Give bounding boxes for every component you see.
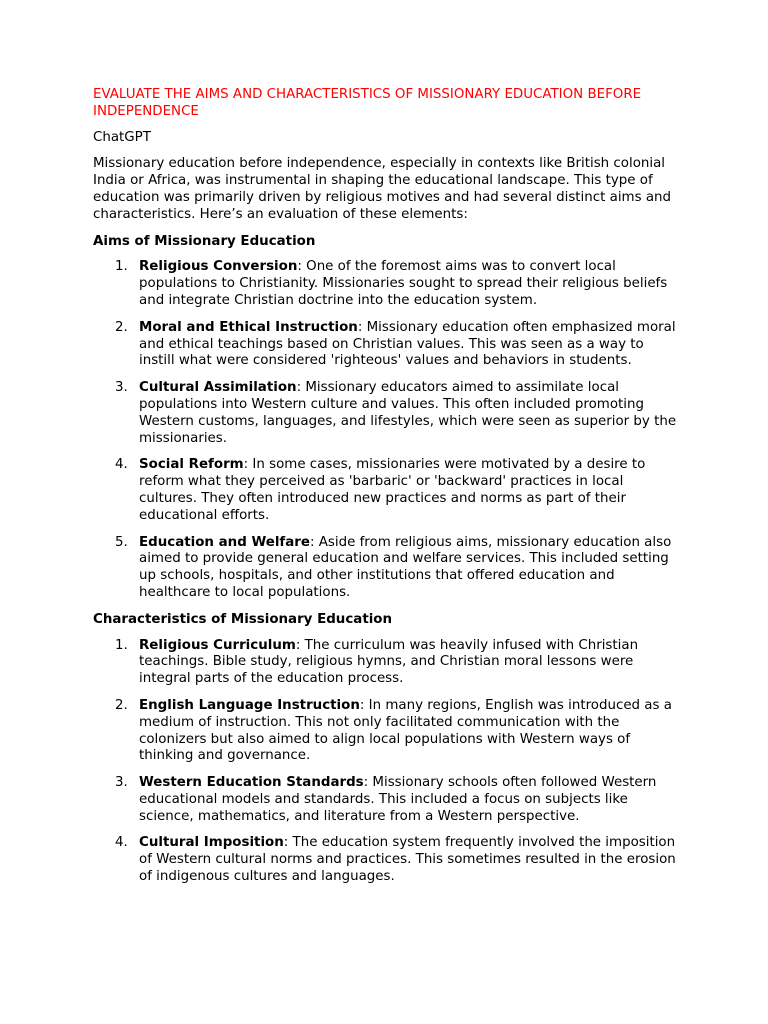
author-label: ChatGPT	[93, 129, 151, 145]
item-text: : Aside from religious aims, missionary education also aimed to provide general education and welfare services. This included setting up schools, hospitals, and other institutions that offered education and healthcare to local populations.	[139, 534, 672, 600]
list-item	[93, 535, 683, 602]
list-item	[93, 835, 683, 885]
list-item	[93, 698, 683, 765]
item-number: 4.	[115, 835, 128, 851]
item-number: 1.	[115, 637, 128, 653]
item-term: Cultural Imposition	[139, 835, 284, 851]
item-number: 2.	[115, 319, 128, 335]
item-text: : Missionary education often emphasized moral and ethical teachings based on Christian values. This was seen as a way to instill what were considered 'righteous' values and behaviors in students.	[139, 319, 676, 369]
characteristics-heading: Characteristics of Missionary Education	[93, 611, 393, 627]
list-item	[93, 380, 683, 447]
item-term: Western Education Standards	[139, 775, 364, 791]
item-text: : Missionary educators aimed to assimilate local populations into Western culture and values. This often included promoting Western customs, languages, and lifestyles, which were seen as superior by the missionaries.	[139, 380, 677, 446]
item-term: Religious Conversion	[139, 259, 298, 275]
item-number: 2.	[115, 697, 128, 713]
item-term: Religious Curriculum	[139, 637, 296, 653]
item-text: : One of the foremost aims was to convert local populations to Christianity. Missionaries sought to spread their religious beliefs and integrate Christian doctrine into the education system.	[139, 259, 668, 308]
item-term: Education and Welfare	[139, 534, 310, 550]
list-item	[93, 320, 683, 370]
item-text: : Missionary schools often followed Western educational models and standards. This included a focus on subjects like science, mathematics, and literature from a Western perspective.	[139, 775, 657, 824]
item-term: English Language Instruction	[139, 697, 360, 713]
item-term: Cultural Assimilation	[139, 380, 297, 396]
item-number: 1.	[115, 259, 128, 275]
document-page	[93, 87, 683, 896]
item-text: : In some cases, missionaries were motivated by a desire to reform what they perceived as 'barbaric' or 'backward' practices in local cultures. They often introduced new practices and norms as part of their educational efforts.	[139, 457, 646, 523]
item-text: : The education system frequently involved the imposition of Western cultural norms and practices. This sometimes resulted in the erosion of indigenous cultures and languages.	[139, 835, 676, 885]
list-item	[93, 775, 683, 825]
item-number: 4.	[115, 457, 128, 473]
item-number: 5.	[115, 534, 128, 550]
list-item	[93, 259, 683, 309]
item-text: : The curriculum was heavily infused with Christian teachings. Bible study, religious hymns, and Christian moral lessons were integral parts of the education process.	[139, 637, 639, 687]
item-number: 3.	[115, 380, 128, 396]
intro-paragraph: Missionary education before independence, especially in contexts like British colonial India or Africa, was instrumental in shaping the educational landscape. This type of education was primarily driven by religious motives and had several distinct aims and characteristics. Here’s an evaluation of these elements:	[93, 156, 672, 222]
aims-heading: Aims of Missionary Education	[93, 233, 316, 249]
item-term: Social Reform	[139, 457, 244, 473]
document-title: EVALUATE THE AIMS AND CHARACTERISTICS OF MISSIONARY EDUCATION BEFORE INDEPENDENCE	[93, 87, 642, 119]
item-text: : In many regions, English was introduced as a medium of instruction. This not only facilitated communication with the colonizers but also aimed to align local populations with Western ways of thinking and governance.	[139, 697, 672, 764]
item-number: 3.	[115, 775, 128, 791]
list-item	[93, 457, 683, 524]
item-term: Moral and Ethical Instruction	[139, 319, 358, 335]
aims-list	[93, 259, 683, 601]
characteristics-list	[93, 638, 683, 886]
list-item	[93, 638, 683, 688]
